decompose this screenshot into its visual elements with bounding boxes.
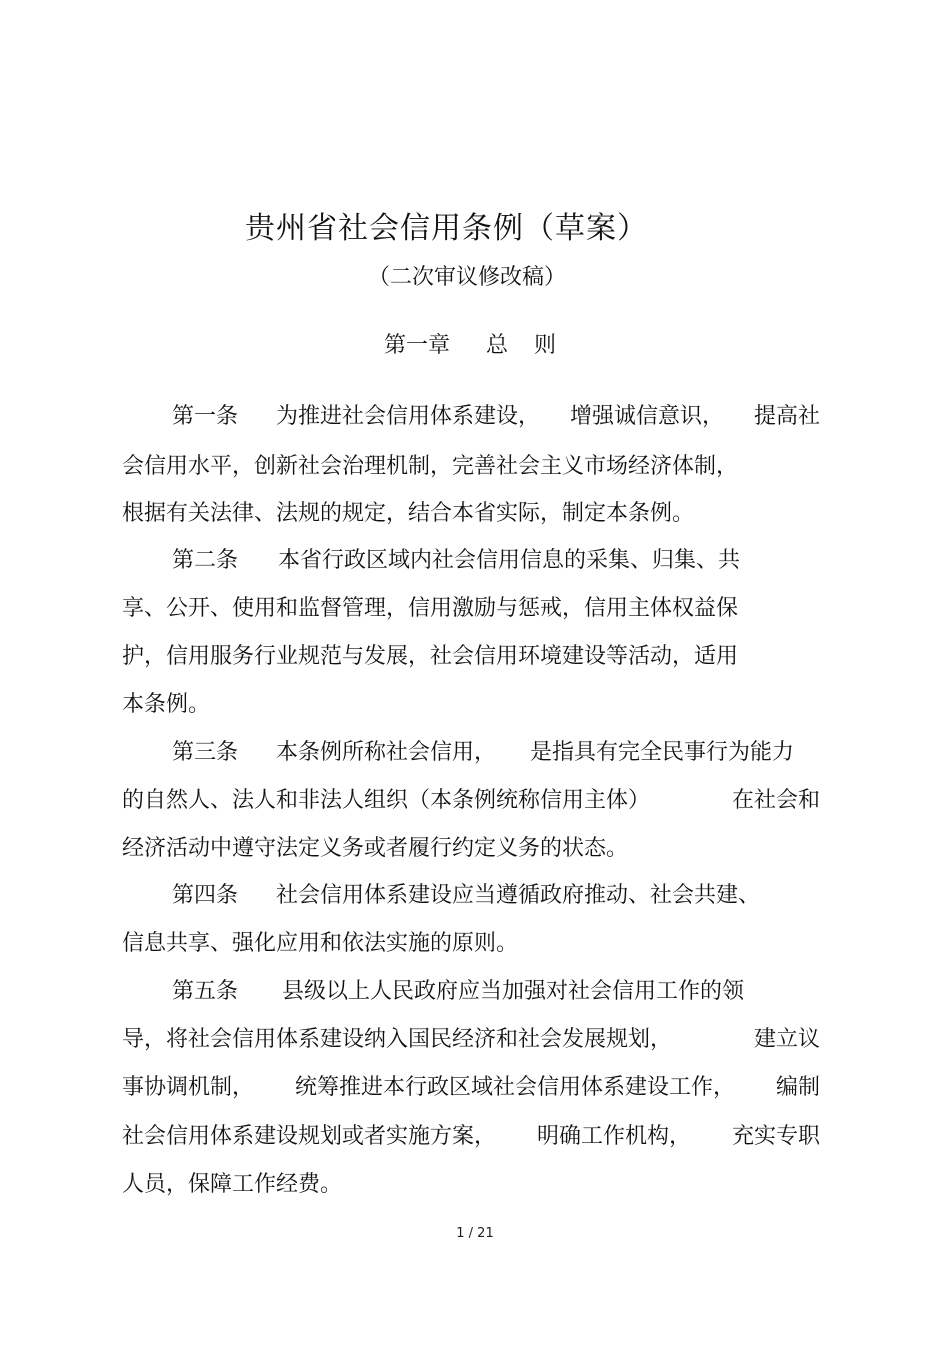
article-2-label: 第二条 [172, 548, 239, 573]
article-5-line-4-seg-1: 社会信用体系建设规划或者实施方案， [122, 1124, 497, 1149]
document-title: 贵州省社会信用条例（草案） [245, 211, 648, 246]
article-4-line-2: 信息共享、强化应用和依法实施的原则。 [122, 931, 519, 956]
article-5-line-4-seg-3: 充实专职 [731, 1124, 820, 1149]
article-5-line-1: 县级以上人民政府应当加强对社会信用工作的领 [282, 979, 745, 1004]
page-number: 1 / 21 [456, 1226, 494, 1241]
article-1-line-2: 会信用水平，创新社会治理机制，完善社会主义市场经济体制， [122, 454, 739, 479]
article-5-line-4-seg-2: 明确工作机构， [536, 1124, 691, 1149]
article-1-line-1-seg-1: 为推进社会信用体系建设， [276, 404, 541, 429]
document-subtitle: （二次审议修改稿） [368, 265, 567, 290]
article-5-label: 第五条 [172, 979, 239, 1004]
article-3-line-1-seg-2: 是指具有完全民事行为能力 [529, 740, 794, 765]
article-5-line-3-seg-3: 编制 [775, 1075, 820, 1100]
article-3-line-2-seg-1: 的自然人、法人和非法人组织（本条例统称信用主体） [122, 788, 651, 813]
article-5-line-2-seg-1: 导，将社会信用体系建设纳入国民经济和社会发展规划， [122, 1027, 673, 1052]
article-1-label: 第一条 [172, 404, 239, 429]
chapter-name-part1: 总 [486, 333, 509, 358]
article-1-line-1-seg-2: 增强诚信意识， [569, 404, 724, 429]
article-5-line-2-seg-2: 建立议 [753, 1027, 820, 1052]
chapter-name-part2: 则 [534, 333, 557, 358]
article-5-line-4 [122, 1122, 820, 1152]
article-5-line-3 [122, 1073, 820, 1103]
article-3-line-2-seg-2: 在社会和 [731, 788, 820, 813]
article-4-label: 第四条 [172, 883, 239, 908]
article-3-line-1-seg-1: 本条例所称社会信用， [276, 740, 497, 765]
article-1-line-3: 根据有关法律、法规的规定，结合本省实际，制定本条例。 [122, 501, 695, 526]
article-1-line-1-seg-3: 提高社 [753, 404, 820, 429]
article-5-line-5: 人员，保障工作经费。 [122, 1172, 343, 1197]
article-3-line-2 [122, 786, 820, 816]
article-3-line-3: 经济活动中遵守法定义务或者履行约定义务的状态。 [122, 836, 629, 861]
article-2-line-4: 本条例。 [122, 692, 211, 717]
article-3-label: 第三条 [172, 740, 239, 765]
article-5-line-3-seg-1: 事协调机制， [122, 1075, 255, 1100]
article-2-line-2: 享、公开、使用和监督管理，信用激励与惩戒，信用主体权益保 [122, 596, 739, 621]
article-5-line-2 [122, 1025, 820, 1055]
article-2-line-1: 本省行政区域内社会信用信息的采集、归集、共 [278, 548, 741, 573]
article-1-line-1 [276, 402, 820, 432]
chapter-number: 第一章 [384, 333, 451, 358]
article-2-line-3: 护，信用服务行业规范与发展，社会信用环境建设等活动，适用 [122, 644, 739, 669]
article-5-line-3-seg-2: 统筹推进本行政区域社会信用体系建设工作， [294, 1075, 735, 1100]
chapter-heading [384, 328, 556, 359]
article-3-line-1 [276, 738, 794, 768]
article-4-line-1: 社会信用体系建设应当遵循政府推动、社会共建、 [276, 883, 761, 908]
